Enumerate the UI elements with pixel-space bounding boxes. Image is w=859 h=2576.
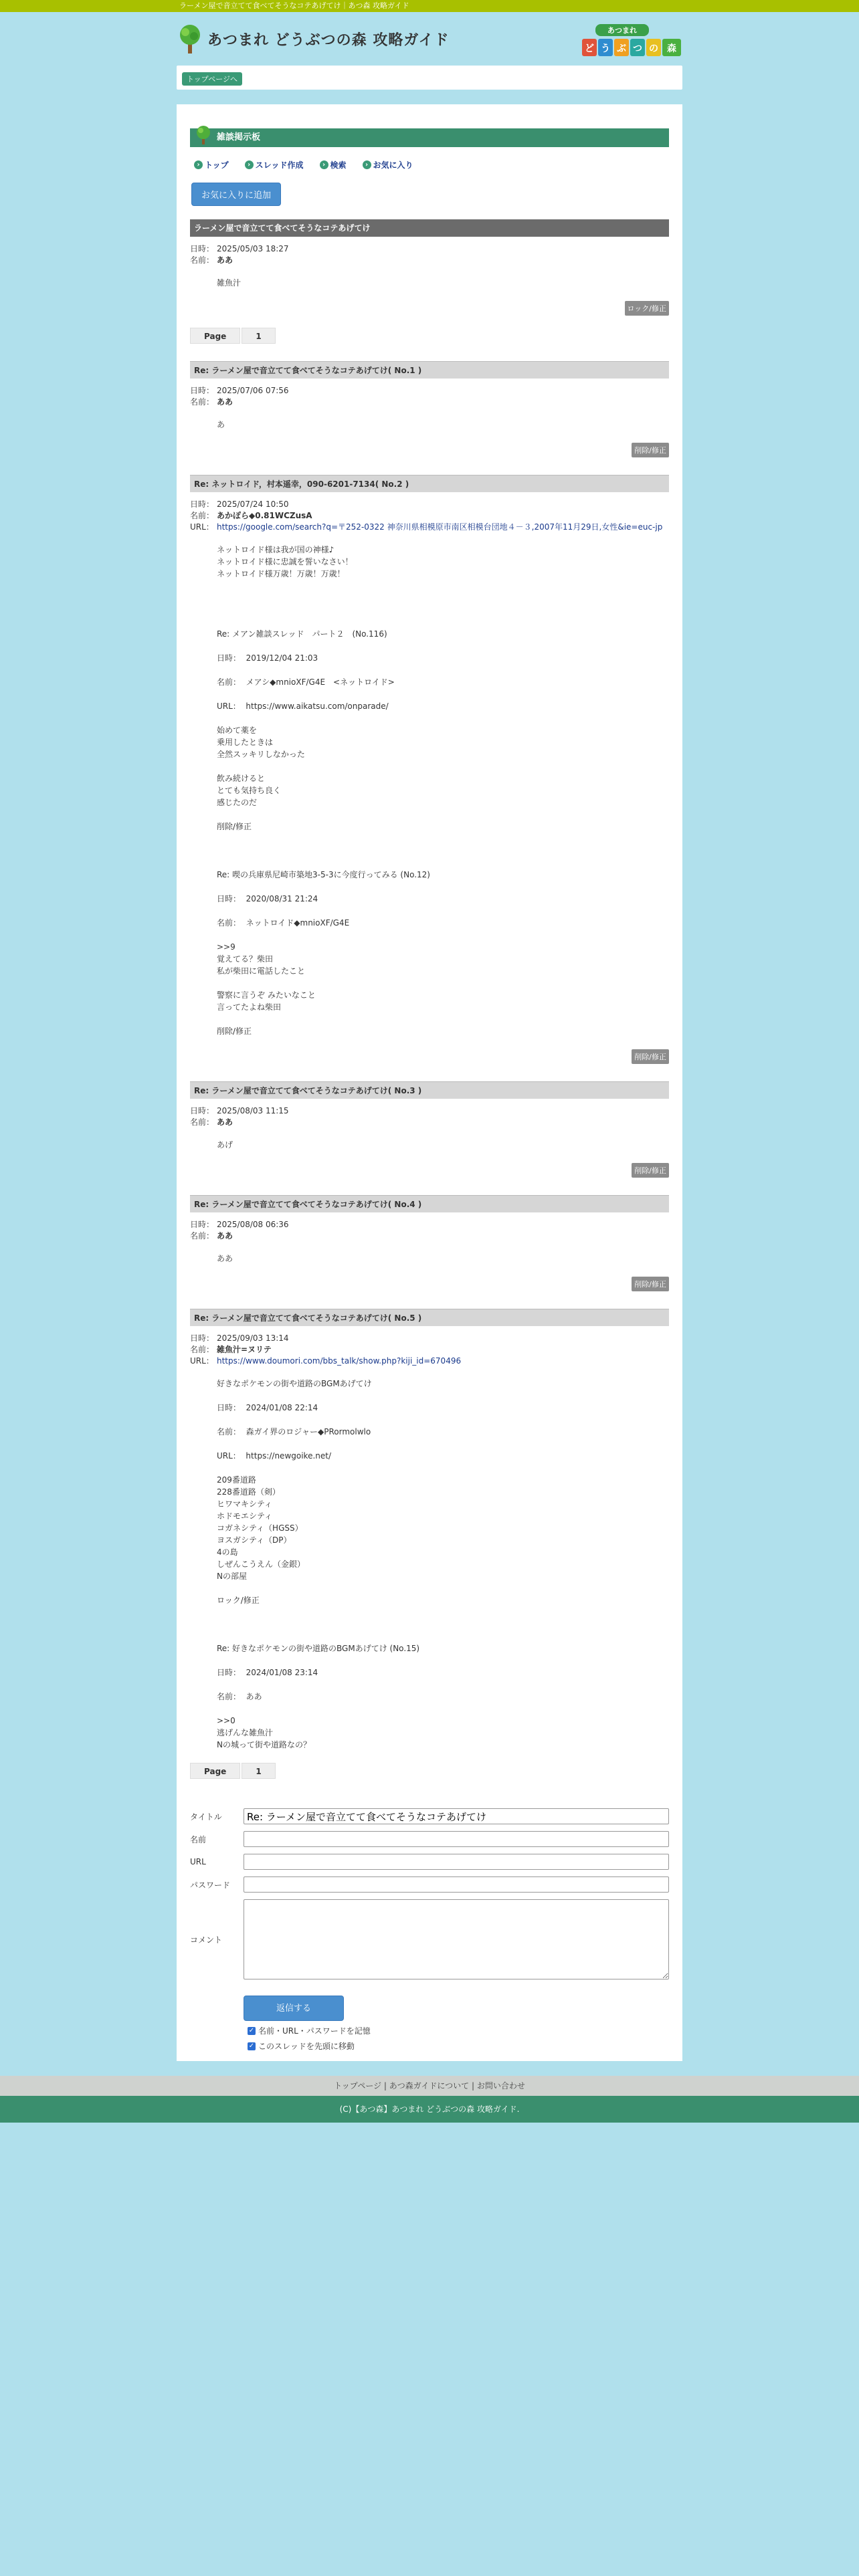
post-title: Re: ラーメン屋で音立てて食べてそうなコテあげてけ( No.5 ) <box>190 1309 669 1326</box>
checkbox-checked-icon: ✓ <box>248 2042 255 2050</box>
title-label: タイトル <box>190 1812 222 1822</box>
svg-text:ど: ど <box>585 43 594 54</box>
post-date: 2025/07/06 07:56 <box>217 386 289 395</box>
post-item <box>190 475 669 1064</box>
svg-text:の: の <box>649 43 658 54</box>
post-meta: 日時： 2025/08/03 11:15 名前： ああ <box>190 1106 289 1127</box>
post-meta: 日時： 2025/08/08 06:36 名前： ああ <box>190 1220 289 1241</box>
post-body: あ <box>217 420 225 429</box>
arrow-icon: › <box>245 160 254 169</box>
post-author: ああ <box>217 1231 233 1241</box>
board-header <box>190 128 669 147</box>
menu-search[interactable]: › 検索 <box>320 159 347 171</box>
post-list <box>190 361 669 1751</box>
tree-icon <box>177 23 203 55</box>
footer-copyright: (C)【あつ森】あつまれ どうぶつの森 攻略ガイド. <box>0 2096 859 2123</box>
move-top-checkbox[interactable]: ✓ このスレッドを先頭に移動 <box>248 2042 355 2051</box>
delete-edit-button[interactable]: 削除/修正 <box>632 1163 669 1178</box>
tree-icon <box>194 124 213 146</box>
url-input[interactable] <box>244 1854 669 1870</box>
post-title: Re: ラーメン屋で音立てて食べてそうなコテあげてけ( No.1 ) <box>190 361 669 379</box>
post-item <box>190 1195 669 1291</box>
post-title: Re: ネットロイド，村本遥幸，090-6201-7134( No.2 ) <box>190 475 669 492</box>
arrow-icon: › <box>320 160 328 169</box>
svg-text:う: う <box>601 43 610 54</box>
post-date: 2025/09/03 13:14 <box>217 1333 289 1343</box>
password-input[interactable] <box>244 1876 669 1893</box>
thread-author: ああ <box>217 255 233 265</box>
svg-text:つ: つ <box>633 43 642 54</box>
menu-favorites[interactable]: › お気に入り <box>363 159 413 171</box>
post-author: 雑魚汁=ヌリテ <box>217 1345 272 1354</box>
post-body: あげ <box>217 1140 233 1150</box>
post-item <box>190 1309 669 1751</box>
delete-edit-button[interactable]: 削除/修正 <box>632 1277 669 1291</box>
name-input[interactable] <box>244 1831 669 1847</box>
pager-bottom <box>190 1763 669 1779</box>
post-author: ああ <box>217 397 233 407</box>
post-date: 2025/08/03 11:15 <box>217 1106 289 1115</box>
main-content <box>177 104 682 2061</box>
post-url-link[interactable]: https://www.doumori.com/bbs_talk/show.php?kiji_id=670496 <box>217 1356 462 1366</box>
post-meta: 日時： 2025/07/24 10:50 名前： あかぽら◆0.81WCZusA URL： https://google.com/search?q=〒252-0322 神奈川県相模原市南区相模台団地４－３,2007年11月29日,女性&ie=euc-jp <box>190 500 663 532</box>
board-title: 雑談掲示板 <box>217 132 261 142</box>
add-favorite-button[interactable]: お気に入りに追加 <box>191 183 281 206</box>
url-label: URL <box>190 1857 206 1866</box>
post-title: Re: ラーメン屋で音立てて食べてそうなコテあげてけ( No.3 ) <box>190 1081 669 1099</box>
thread-body: 雑魚汁 <box>217 278 242 288</box>
post-item <box>190 1081 669 1178</box>
game-logo-mark <box>582 21 682 59</box>
svg-text:森: 森 <box>667 43 676 54</box>
post-title: Re: ラーメン屋で音立てて食べてそうなコテあげてけ( No.4 ) <box>190 1195 669 1212</box>
remember-checkbox[interactable]: ✓ 名前・URL・パスワードを記憶 <box>248 2026 371 2036</box>
pager-label: Page <box>190 328 240 344</box>
submit-reply-button[interactable]: 返信する <box>244 1996 344 2021</box>
thread-title: ラーメン屋で音立てて食べてそうなコテあげてけ <box>190 219 669 237</box>
title-input[interactable] <box>244 1808 669 1824</box>
comment-label: コメント <box>190 1935 223 1945</box>
reply-form <box>190 1808 669 2052</box>
post-body: ああ <box>217 1254 233 1263</box>
name-label: 名前 <box>190 1834 207 1844</box>
top-page-link[interactable]: トップページへ <box>182 72 242 86</box>
svg-text:あつまれ: あつまれ <box>607 26 637 35</box>
pager-label: Page <box>190 1763 240 1779</box>
pager-page-1[interactable]: 1 <box>242 328 275 344</box>
thread-date: 2025/05/03 18:27 <box>217 244 289 253</box>
post-body: 好きなポケモンの街や道路のBGMあげてけ 日時： 2024/01/08 22:14 名前： 森ガイ界のロジャー◆PRormolwlo URL： https://newgoike.net/ 209番道路 228番道路（剣） ヒワマキシティ ホドモエシティ コガネシティ（HGSS） ヨスガシティ（DP） 4の島 しぜんこうえん（金銀） Nの部屋 ロック/修正 Re: 好きなポケモンの街や道路のBGMあげてけ (No.15) 日時： 2024/01/08 23:14 名前： ああ >>0 逃げんな雑魚汁 Nの城って街や道路なの？ <box>217 1379 420 1749</box>
site-header <box>177 12 682 66</box>
navbar <box>177 66 682 90</box>
svg-text:ぶ: ぶ <box>617 43 626 54</box>
site-logo[interactable] <box>177 23 450 55</box>
thread-meta: 日時： 2025/05/03 18:27 名前： ああ <box>190 244 289 265</box>
menu-create-thread[interactable]: › スレッド作成 <box>245 159 304 171</box>
checkbox-checked-icon: ✓ <box>248 2026 255 2034</box>
delete-edit-button[interactable]: 削除/修正 <box>632 443 669 457</box>
lock-edit-button[interactable]: ロック/修正 <box>625 301 670 316</box>
password-label: パスワード <box>190 1880 231 1890</box>
post-item <box>190 361 669 457</box>
comment-textarea[interactable] <box>244 1899 669 1979</box>
arrow-icon: › <box>363 160 371 169</box>
menu-top[interactable]: › トップ <box>194 159 229 171</box>
pager-top <box>190 328 669 344</box>
post-author: ああ <box>217 1117 233 1127</box>
post-author: あかぽら◆0.81WCZusA <box>217 511 312 520</box>
post-date: 2025/08/08 06:36 <box>217 1220 289 1229</box>
post-url-link[interactable]: https://google.com/search?q=〒252-0322 神奈川県相模原市南区相模台団地４－３,2007年11月29日,女性&ie=euc-jp <box>217 522 663 532</box>
delete-edit-button[interactable]: 削除/修正 <box>632 1049 669 1064</box>
post-body: ネットロイド様は我が国の神様♪ ネットロイド様に忠誠を誓いなさい！ ネットロイド様万歳！万歳！万歳！ Re: メアン雑談スレッド パート２ (No.116) 日時： 2019/12/04 21:03 名前： メアシ◆mnioXF/G4E <ネットロイド> URL： https://www.aikatsu.com/onparade/ 始めて薬を 乗用したときは 全然スッキリしなかった 飲み続けると とても気持ち良く 感じたのだ 削除/修正 Re: 喫の兵庫県尼崎市築地3-5-3に今度行ってみる (No.12) 日時： 2020/08/31 21:24 名前： ネットロイド◆mnioXF/G4E >>9 覚えてる？柴田 私が柴田に電話したこと 警察に言うぞ みたいなこと 言ってたよね柴田 削除/修正 <box>217 545 430 1036</box>
post-date: 2025/07/24 10:50 <box>217 500 289 509</box>
board-menu <box>190 159 669 171</box>
site-title: あつまれ どうぶつの森 攻略ガイド <box>207 31 450 49</box>
footer-links[interactable]: トップページ | あつ森ガイドについて | お問い合わせ <box>0 2076 859 2096</box>
post-meta: 日時： 2025/09/03 13:14 名前： 雑魚汁=ヌリテ URL： https://www.doumori.com/bbs_talk/show.php?kiji_id=670496 <box>190 1333 462 1366</box>
arrow-icon: › <box>194 160 203 169</box>
post-meta: 日時： 2025/07/06 07:56 名前： ああ <box>190 386 289 407</box>
top-strip: ラーメン屋で音立てて食べてそうなコテあげてけ｜あつ森 攻略ガイド <box>0 0 859 12</box>
pager-page-1[interactable]: 1 <box>242 1763 275 1779</box>
